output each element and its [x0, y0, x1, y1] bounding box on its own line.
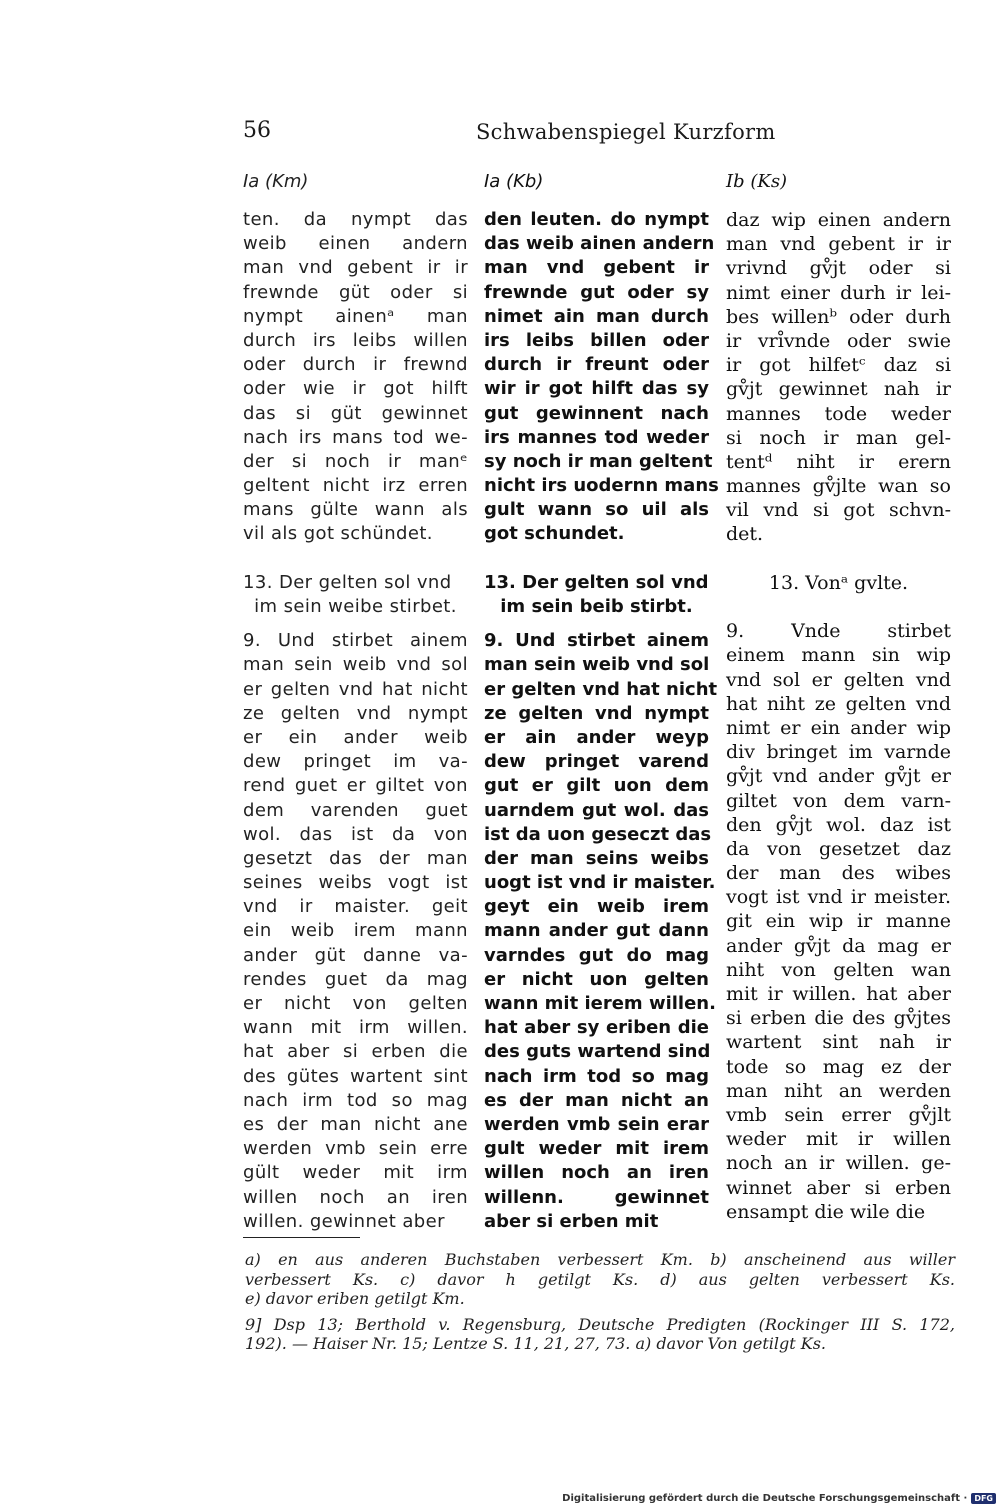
text-line: si noch ir man gel- — [726, 426, 951, 449]
text-line: frewnde güt oder si — [243, 281, 468, 303]
text-line: werden vmb sein erar — [484, 1113, 709, 1135]
text-line: ist da uon geseczt das — [484, 823, 712, 845]
text-line: daz wip einen andern — [726, 209, 951, 231]
text-line: willen noch an iren — [484, 1162, 709, 1184]
text-line: mann ander gut dann — [484, 920, 709, 942]
text-line: vil als got schündet. — [243, 523, 433, 545]
text-line: durch ir freunt oder — [484, 354, 709, 376]
text-line: 9. Und stirbet ainem — [243, 630, 468, 652]
text-line: oder durch ir frewnd — [243, 354, 468, 376]
text-line: git ein wip ir manne — [726, 910, 951, 933]
text-line: des gütes wartent sint — [243, 1065, 468, 1087]
text-line: nach irm tod so mag — [243, 1089, 468, 1111]
text-line: das weib ainen andern — [484, 233, 715, 255]
text-line: er gelten vnd hat nicht — [484, 678, 718, 700]
text-line: wann mit irm willen. — [243, 1017, 468, 1039]
text-line: man vnd gebent ir — [484, 257, 709, 279]
text-line: gult wann so uil als — [484, 499, 709, 521]
digitization-credit — [562, 1493, 996, 1504]
text-line: vogt ist vnd ir meister. — [726, 886, 951, 909]
credit-text: Digitalisierung gefördert durch die Deutsche Forschungsgemeinschaft · — [562, 1493, 968, 1504]
dfg-logo: DFG — [971, 1493, 996, 1504]
text-line: den leuten. do nympt — [484, 209, 709, 230]
text-line: der si noch ir manᵉ — [243, 450, 468, 472]
text-line: im sein weibe stirbet. — [254, 596, 457, 617]
text-line: hat aber si erben die — [243, 1041, 468, 1063]
text-line: rendes guet da mag — [243, 968, 468, 990]
column-heading: Ia (Kb) — [484, 171, 544, 192]
text-line: mannes tode weder — [726, 402, 951, 425]
text-line: gült weder mit irm — [243, 1162, 468, 1184]
footnote-line: a) en aus anderen Buchstaben verbessert Km. b) anscheinend aus willer — [245, 1250, 955, 1269]
text-line: vil vnd si got schvn- — [726, 499, 951, 522]
text-line: gut er gilt uon dem — [484, 775, 709, 797]
text-line: den gv̊jt wol. daz ist — [726, 813, 951, 836]
text-line: nicht irs uodernn mans — [484, 475, 719, 497]
text-line: vnd sol er gelten vnd — [726, 668, 951, 691]
footnotes — [245, 1250, 955, 1354]
column-heading: Ib (Ks) — [726, 171, 788, 192]
text-line: si erben die des gv̊jtes — [726, 1007, 951, 1030]
text-line: 9. Vnde stirbet — [726, 620, 951, 643]
text-line: irs mannes tod weder — [484, 426, 709, 448]
column-heading: Ia (Km) — [243, 171, 309, 192]
text-line: 13. Vonᵃ gvlte. — [768, 571, 909, 594]
text-line: der man des wibes — [726, 862, 951, 885]
text-line: niht von gelten wan — [726, 958, 951, 981]
text-line: geltent nicht irz erren — [243, 475, 468, 497]
text-line: man sein weib vnd sol — [243, 654, 468, 676]
text-line: er gelten vnd hat nicht — [243, 678, 468, 700]
column-kb — [484, 168, 719, 1234]
text-line: willenn. gewinnet — [484, 1186, 709, 1208]
running-title: Schwabenspiegel Kurzform — [476, 120, 776, 144]
text-line: einem mann sin wip — [726, 644, 951, 667]
text-line: da von gesetzet daz — [726, 837, 951, 860]
text-line: es der man nicht ane — [243, 1113, 468, 1135]
text-line: aber si erben mit — [484, 1210, 659, 1232]
text-line: noch an ir willen. ge- — [726, 1152, 951, 1175]
text-line: der man seins weibs — [484, 847, 709, 869]
text-line: gesetzt das der man — [243, 847, 468, 869]
text-line: das si güt gewinnet — [243, 402, 468, 424]
text-line: giltet von dem varn- — [726, 789, 951, 812]
text-line: ander gv̊jt da mag er — [726, 934, 951, 957]
text-line: vnd ir maister. geit — [243, 896, 468, 918]
text-line: tode so mag ez der — [726, 1055, 951, 1078]
text-line: man vnd gebent ir ir — [243, 257, 468, 279]
text-line: vmb sein errer gv̊jlt — [726, 1103, 951, 1126]
text-line: werden vmb sein erre — [243, 1138, 468, 1160]
text-line: ir got hilfetᶜ daz si — [726, 354, 951, 377]
footnote-rule — [243, 1237, 360, 1238]
text-line: weder mit ir willen — [726, 1128, 951, 1151]
text-line: ein weib irem mann — [243, 920, 468, 942]
text-line: ze gelten vnd nympt — [243, 702, 468, 724]
text-line: er nicht von gelten — [243, 993, 468, 1014]
text-line: nympt ainenᵃ man — [243, 305, 468, 327]
textual-footnotes — [245, 1250, 955, 1309]
text-line: sy noch ir man geltent — [484, 450, 713, 472]
text-line: nimt er ein ander wip — [726, 716, 951, 739]
text-line: nach irs mans tod we- — [243, 426, 468, 448]
text-line: hat aber sy eriben die — [484, 1017, 709, 1039]
text-line: er ein ander weib — [243, 726, 468, 748]
text-line: varndes gut do mag — [484, 944, 709, 966]
column-ks — [726, 168, 951, 1224]
footnote-line: 192). — Haiser Nr. 15; Lentze S. 11, 21, 27, 73. a) davor Von getilgt Ks. — [245, 1334, 827, 1353]
text-line: 13. Der gelten sol vnd — [243, 571, 452, 593]
text-line: geyt ein weib irem — [484, 896, 709, 918]
text-line: gv̊jt gewinnet nah ir — [726, 378, 951, 401]
text-line: durch irs leibs willen — [243, 329, 468, 351]
text-line: mit ir willen. hat aber — [726, 983, 951, 1005]
text-line: er ain ander weyp — [484, 726, 709, 748]
text-line: rend guet er giltet von — [243, 775, 468, 797]
text-line: gut gewinnent nach — [484, 402, 709, 424]
text-line: uarndem gut wol. das — [484, 799, 709, 821]
text-line: vrivnd gv̊jt oder si — [726, 257, 951, 280]
text-line: dew pringet im va- — [243, 751, 468, 773]
text-line: nimet ain man durch — [484, 305, 709, 327]
text-line: ensampt die wile die — [726, 1200, 926, 1223]
text-line: div bringet im varnde — [726, 741, 951, 764]
text-line: dem varenden guet — [243, 799, 468, 821]
text-line: nimt einer durh ir lei- — [726, 281, 951, 304]
text-line: ir vri̊vnde oder swie — [726, 329, 951, 352]
text-line: nach irm tod so mag — [484, 1065, 709, 1087]
text-line: man vnd gebent ir ir — [726, 233, 951, 256]
text-line: frewnde gut oder sy — [484, 281, 709, 303]
text-line: er nicht uon gelten — [484, 968, 709, 990]
page-number: 56 — [243, 118, 271, 143]
text-line: wir ir got hilft das sy — [484, 378, 709, 400]
text-line: 9. Und stirbet ainem — [484, 630, 709, 652]
text-line: weib einen andern — [243, 233, 468, 255]
text-line: gult weder mit irem — [484, 1138, 709, 1160]
source-footnotes — [245, 1315, 955, 1354]
text-line: ten. da nympt das — [243, 209, 468, 230]
text-line: wartent sint nah ir — [726, 1031, 951, 1054]
text-line: 13. Der gelten sol vnd — [484, 571, 709, 593]
text-line: seines weibs vogt ist — [243, 872, 468, 894]
text-line: bes willenᵇ oder durh — [726, 305, 951, 328]
text-line: im sein beib stirbt. — [500, 596, 693, 617]
text-line: tentᵈ niht ir erern — [726, 450, 951, 473]
text-line: ander güt danne va- — [243, 944, 468, 966]
text-line: irs leibs billen oder — [484, 329, 709, 351]
text-line: uogt ist vnd ir maister. — [484, 872, 716, 894]
text-line: gv̊jt vnd ander gv̊jt er — [726, 765, 951, 788]
text-line: willen. gewinnet aber — [243, 1210, 445, 1232]
footnote-line: e) davor eriben getilgt Km. — [245, 1289, 465, 1308]
text-line: dew pringet varend — [484, 751, 709, 773]
text-line: wann mit ierem willen. — [484, 993, 716, 1014]
footnote-line: 9] Dsp 13; Berthold v. Regensburg, Deutsche Predigten (Rockinger III S. 172, — [245, 1314, 955, 1334]
text-line: mannes gv̊jlte wan so — [726, 475, 951, 498]
text-line: wol. das ist da von — [243, 823, 468, 845]
text-line: willen noch an iren — [243, 1186, 468, 1208]
text-line: got schundet. — [484, 523, 625, 545]
text-line: hat niht ze gelten vnd — [726, 692, 951, 715]
text-line: des guts wartend sind — [484, 1041, 711, 1063]
text-line: det. — [726, 523, 764, 546]
column-km — [243, 168, 468, 1234]
text-line: man niht an werden — [726, 1079, 951, 1102]
text-line: winnet aber si erben — [726, 1176, 951, 1199]
text-line: man sein weib vnd sol — [484, 654, 710, 676]
text-line: es der man nicht an — [484, 1089, 709, 1111]
text-line: oder wie ir got hilft — [243, 378, 468, 400]
text-line: ze gelten vnd nympt — [484, 702, 709, 724]
text-line: mans gülte wann als — [243, 499, 468, 521]
footnote-line: verbessert Ks. c) davor h getilgt Ks. d) aus gelten verbessert Ks. — [245, 1269, 955, 1289]
